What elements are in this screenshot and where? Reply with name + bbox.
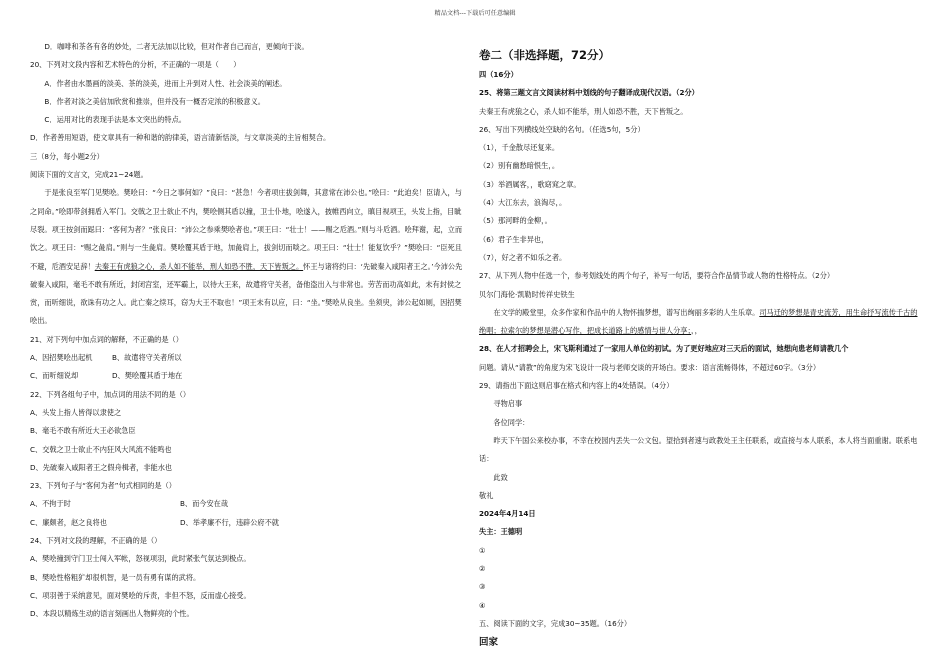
q20-option-c: C．运用对比的表现手法是本文突出的特点。 — [44, 115, 186, 125]
answer-circle-2: ② — [479, 564, 486, 574]
right-column — [479, 44, 919, 653]
q22-option-d: D、先破秦入咸阳者王之假舟楫者，非能水也 — [30, 462, 173, 472]
q23-option-c: C、廉颇者，赵之良将也 — [30, 517, 107, 527]
q26-item-5: （5）那河畔的金柳，。 — [479, 216, 552, 226]
q21-option-b: B、故遣将守关者所以 — [112, 353, 182, 363]
q24-stem: 24、下列对文段的理解，不正确的是（） — [30, 536, 162, 546]
q27-passage — [479, 304, 919, 341]
q29-stem: 29、请指出下面这则启事在格式和内容上的4处错误。（4分） — [479, 381, 674, 391]
q27-underlined-1: 司马迁的梦想是青史流芳， — [759, 307, 846, 317]
q26-item-3: （3）举酒属客，，歌窈窕之章。 — [479, 179, 581, 189]
q26-item-1: （1），千金散尽还复来。 — [479, 143, 560, 153]
reading-title: 回家 — [479, 637, 499, 649]
notice-greeting: 各位同学： — [493, 417, 530, 427]
q25-stem: 25、将第三题文言文阅读材料中划线的句子翻译成现代汉语。（2分） — [479, 88, 699, 98]
q27-person-options: 贝尔门海伦·凯勒时传祥史铁生 — [479, 289, 575, 299]
left-column — [30, 38, 468, 624]
q21-options-row1 — [30, 349, 468, 367]
section-3-heading: 三（8分，每小题2分） — [30, 151, 104, 161]
q23-option-b: B、而今安在哉 — [180, 499, 229, 509]
q22-option-b: B、毫毛不敢有所近大王必欲急臣 — [30, 426, 136, 436]
q23-option-d: D、举孝廉不行，违辟公府不就 — [180, 517, 279, 527]
q26-item-2: （2）别有幽愁暗恨生，。 — [479, 161, 560, 171]
q21-stem: 21、对下列句中加点词的解释，不正确的是（） — [30, 334, 183, 344]
q22-option-a: A、头发上指人皆得以隶使之 — [30, 407, 122, 417]
part-two-title: 卷二（非选择题，72分） — [479, 48, 611, 62]
notice-title: 寻物启事 — [493, 399, 523, 409]
q21-option-c: C、而听细说却 — [30, 371, 79, 381]
classical-passage — [30, 184, 468, 330]
q25-sentence: 夫秦王有虎狼之心，杀人如不能举，刑人如恐不胜，天下皆叛之。 — [479, 106, 688, 116]
section-4-heading: 四（16分） — [479, 70, 518, 79]
q28-stem-line2: 问题。请从“请教”的角度为宋飞设计一段与老师交谈的开场白。要求：语言流畅得体，不超过60字。（3分） — [479, 362, 821, 372]
q21-option-a: A、因招樊哙出起机 — [30, 353, 93, 363]
q24-option-b: B、樊哙性格粗犷却很机智，是一员有勇有谋的武将。 — [30, 572, 201, 582]
answer-circle-3: ③ — [479, 582, 486, 592]
q27-blank: ，， — [691, 326, 702, 336]
q20-stem: 20、下列对文段内容和艺术特色的分析，不正确的一项是（ ） — [30, 60, 241, 70]
notice-signature: 失主：王德明 — [479, 527, 523, 537]
notice-body: 昨天下午国公来校办事，不幸在校园内丢失一公文包。望拾到者速与政教处王主任联系，或直接与本人联系，本人将当面重谢。联系电话： — [479, 435, 918, 464]
q20-option-b: B．作者对淡之美信加欣赏和推崇，但并没有一概否定浓的积极意义。 — [44, 96, 265, 106]
q24-option-d: D、本段以精炼生动的语言刻画出人物鲜亮的个性。 — [30, 609, 194, 619]
answer-circle-1: ① — [479, 545, 486, 555]
q23-option-a: A、不拘于时 — [30, 499, 71, 509]
q22-option-c: C、交戟之卫士欲止不内狂风大风流不能鸣也 — [30, 444, 172, 454]
q26-item-6: （6）君子生非异也， — [479, 234, 549, 244]
q22-stem: 22、下列各组句子中，加点词的用法不同的是（） — [30, 389, 191, 399]
q26-item-4: （4）大江东去，浪淘尽，。 — [479, 198, 567, 208]
q19-option-d: D．咖啡和茶各有各的妙处，二者无法加以比较，但对作者自己而言，更倾向于淡。 — [44, 42, 309, 51]
q27-underlined-2: 用生命抒写流传千古的绝唱；拉索尔的梦想是潜心写作，把成长道路上的感情与世人分享； — [479, 307, 918, 336]
q23-options-row1 — [30, 495, 468, 513]
q28-stem-line1: 28、在人才招聘会上，宋飞斯利通过了一家用人单位的初试。为了更好地应对三天后的面试，她想向患老师请教几个 — [479, 344, 849, 354]
passage-underlined-sentence: 夫秦王有虎狼之心，杀人如不能举，刑人如恐不胜，天下皆叛之。 — [94, 261, 304, 271]
q23-options-row2 — [30, 514, 468, 532]
q23-stem: 23、下列句子与“客何为者”句式相同的是（） — [30, 481, 176, 491]
q20-option-d: D．作者善用短语，使文章具有一种和谐的韵律美，语言清新恬淡，与文章淡美的主旨相契合。 — [30, 133, 331, 143]
q27-stem: 27、从下列人物中任选一个，参考划线处的两个句子，补写一句话，要符合作品情节或人物的性格特点。（2分） — [479, 271, 835, 281]
page-header: 精品文档---下载后可任意编辑 — [434, 10, 516, 17]
q26-stem: 26、写出下列横线处空缺的名句。（任选5句，5分） — [479, 124, 645, 134]
q26-item-7: （7），好之者不如乐之者。 — [479, 252, 567, 262]
notice-closing: 此致 — [493, 472, 508, 482]
section-3-instruction: 阅读下面的文言文，完成21~24题。 — [30, 170, 148, 180]
q21-options-row2 — [30, 367, 468, 385]
q21-option-d: D、樊哙覆其盾于地在 — [112, 371, 183, 381]
answer-circle-4: ④ — [479, 600, 486, 610]
notice-date: 2024年4月14日 — [479, 509, 536, 519]
q20-option-a: A．作者由水墨画的淡美、茶的淡美，进而上升到对人性、社会淡美的阐述。 — [44, 78, 287, 88]
q27-passage-text: 在文学的殿堂里，众多作家和作品中的人物怀揣梦想，谱写出绚丽多彩的人生乐章。 — [493, 307, 760, 317]
q24-option-c: C、项羽善于采纳意见，面对樊哙的斥责，非但不怒，反而虚心接受。 — [30, 590, 251, 600]
passage-text-a: 于是张良至军门见樊哙。樊哙曰：“今日之事何如？”良曰：“甚急！今者项庄拔剑舞，其意常在沛公也。”哙曰：“此迫矣！臣请入，与之同命。”哙即带剑拥盾入军门。交戟之卫士欲止不内，樊哙侧其盾以撞，卫士仆地，哙遂入，披帷西向立，瞋目视项王，头发上指，目眦尽裂。项王按剑而跽曰：“客何为者？”张良曰：“沛公之参乘樊哙者也。”项王曰：“壮士！——赐之卮酒。”则与斗卮酒。哙拜谢，起，立而饮之。项王曰：“赐之彘肩。”则与一生彘肩。樊哙覆其盾于地，加彘肩上，拔剑切而啖之。项王曰：“壮士！能复饮乎？”樊哙曰：“臣死且不避，卮酒安足辞！ — [30, 188, 463, 271]
notice-salute: 敬礼 — [479, 490, 494, 500]
section-5-heading: 五、阅读下面的文字，完成30~35题。（16分） — [479, 618, 632, 628]
q24-option-a: A、樊哙撞到守门卫士闯入军帐，怒视项羽，此时紧张气氛达到极点。 — [30, 554, 251, 564]
passage-text-b: 怀王与诸将约曰：‘先破秦入咸阳者王之。’今沛公先破秦入咸阳，毫毛不敢有所近，封闭宫室，还军霸上，以待大王来，故遣将守关者，备他盗出入与非常也。劳苦而功高如此，未有封侯之赏，而听细说，欲诛有功之人。此亡秦之续耳，窃为大王不取也！”项王未有以应，曰：“坐。”樊哙从良坐。坐须臾，沛公起如厕，因招樊哙出。 — [30, 261, 463, 326]
